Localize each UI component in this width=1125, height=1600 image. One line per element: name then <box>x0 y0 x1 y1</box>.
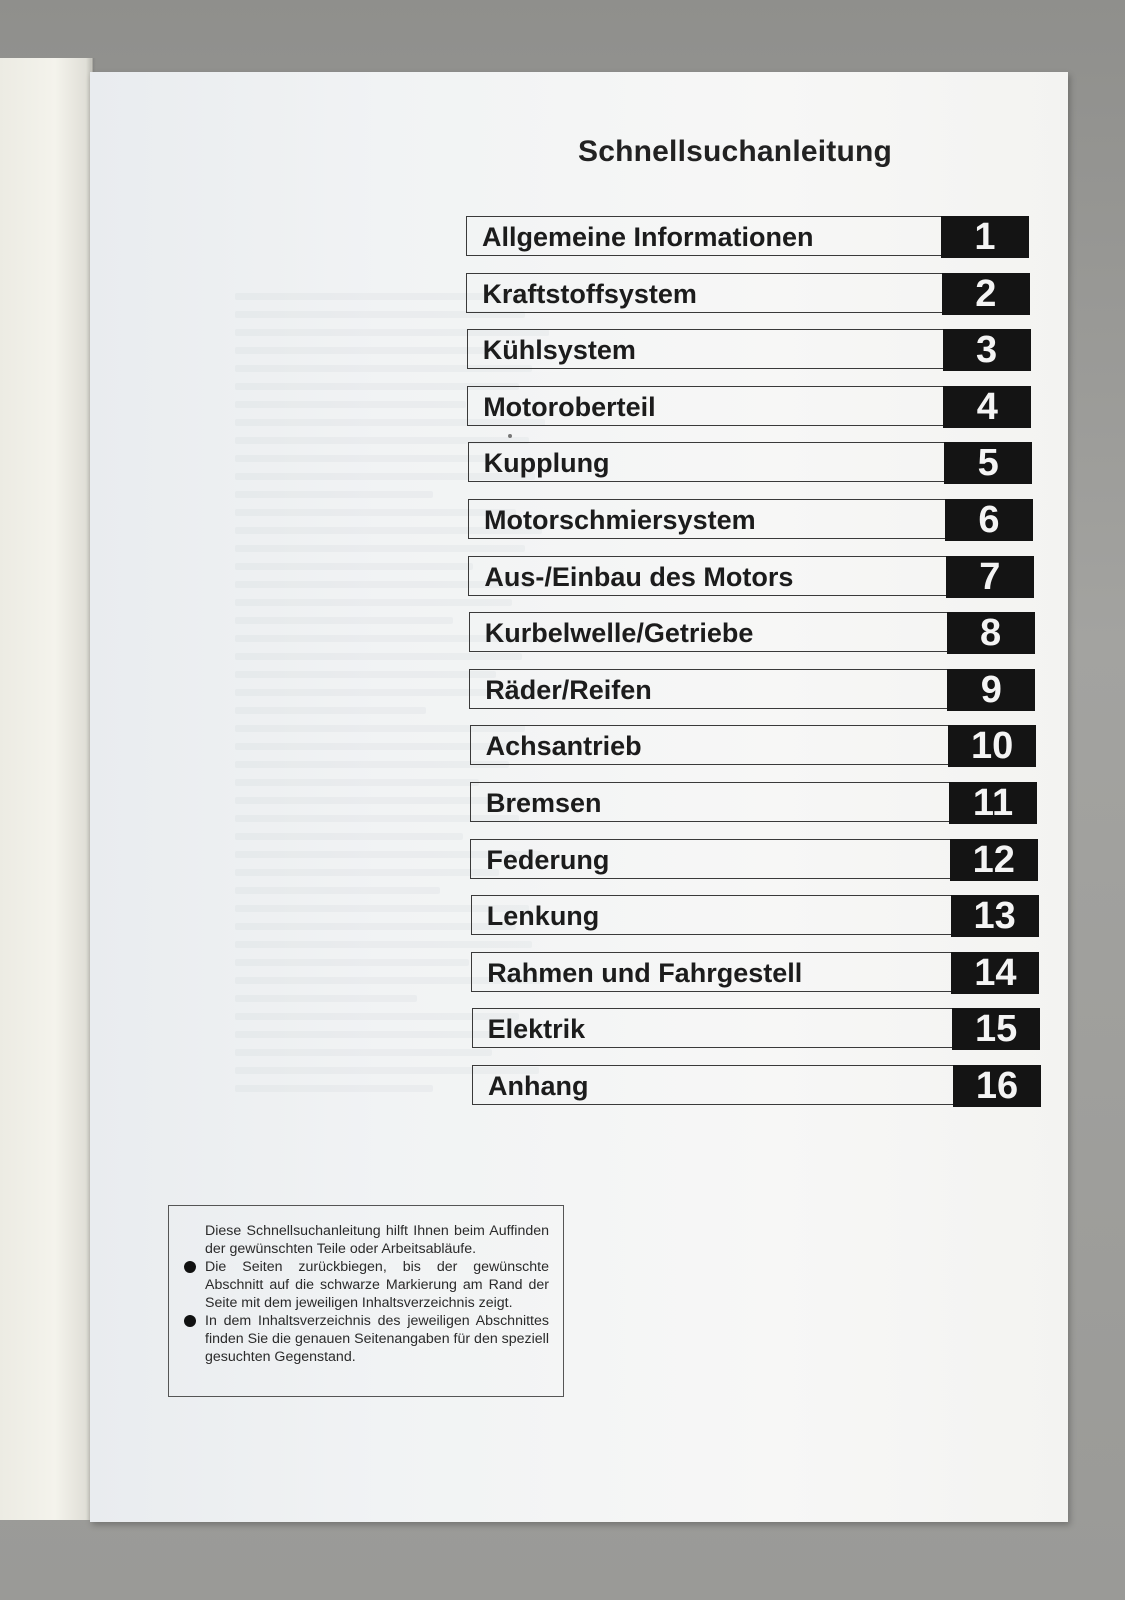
left-page-edge <box>0 58 93 1520</box>
section-number-marker: 8 <box>947 612 1035 654</box>
section-tab-label: Bremsen <box>486 788 602 818</box>
section-tab-frame <box>472 1065 953 1105</box>
note-bullet-text: Die Seiten zurückbiegen, bis der gewünschte Abschnitt auf die schwarze Markierung am Rand der Seite mit dem jeweiligen Inhaltsverzeichnis zeigt. <box>205 1259 549 1311</box>
section-tab-label: Lenkung <box>486 901 600 932</box>
note-intro-text: Diese Schnellsuchanleitung hilft Ihnen beim Auffinden der gewünschten Teile oder Arbeitsabläufe. <box>205 1223 549 1257</box>
section-tab-frame <box>470 839 949 879</box>
section-tab-frame <box>470 782 949 822</box>
section-tab[interactable] <box>471 895 1039 937</box>
show-through-line <box>235 707 426 714</box>
section-tab-label: Räder/Reifen <box>485 674 652 705</box>
dust-speck <box>508 434 512 438</box>
section-tab-label: Achsantrieb <box>485 731 642 762</box>
show-through-line <box>235 869 499 876</box>
section-tab-frame <box>467 329 943 369</box>
section-tab-label: Motoroberteil <box>483 391 656 422</box>
section-number-marker: 5 <box>944 442 1032 484</box>
section-tab-label: Rahmen und Fahrgestell <box>487 957 803 988</box>
section-tab-label: Kühlsystem <box>482 335 636 366</box>
section-tab[interactable] <box>468 556 1033 598</box>
section-tab[interactable] <box>467 329 1031 371</box>
show-through-line <box>235 671 496 678</box>
section-tab[interactable] <box>472 1065 1041 1107</box>
show-through-line <box>235 563 473 570</box>
show-through-line <box>235 617 453 624</box>
bullet-dot-icon <box>184 1315 196 1327</box>
section-tab[interactable] <box>471 952 1039 994</box>
section-tab[interactable] <box>468 442 1033 484</box>
section-tab[interactable] <box>472 1008 1041 1050</box>
show-through-line <box>235 887 440 894</box>
section-tab-label: Aus-/Einbau des Motors <box>484 561 794 592</box>
section-number-marker: 13 <box>951 895 1039 937</box>
section-tab-frame <box>471 895 951 935</box>
section-tab-label: Allgemeine Informationen <box>482 222 814 252</box>
section-tab-frame <box>466 216 941 256</box>
section-tab-label: Kurbelwelle/Getriebe <box>484 618 754 649</box>
show-through-line <box>235 545 525 552</box>
show-through-line <box>235 959 469 966</box>
section-tab[interactable] <box>466 273 1029 315</box>
section-tab[interactable] <box>467 386 1031 428</box>
section-number-marker: 9 <box>947 669 1035 711</box>
note-bullet-item <box>205 1312 549 1366</box>
show-through-line <box>235 779 479 786</box>
section-tab-frame <box>466 273 941 313</box>
show-through-line <box>235 347 499 354</box>
section-tab[interactable] <box>466 216 1029 258</box>
section-tab-frame <box>469 612 947 652</box>
note-bullet-item <box>205 1258 549 1312</box>
section-tab-label: Elektrik <box>487 1014 586 1045</box>
section-number-marker: 3 <box>943 329 1031 371</box>
show-through-line <box>235 401 466 408</box>
show-through-line <box>235 1049 492 1056</box>
section-number-marker: 2 <box>942 273 1030 315</box>
section-tab-label: Kraftstoffsystem <box>482 278 697 309</box>
note-bullet-list <box>183 1258 549 1366</box>
section-number-marker: 1 <box>941 216 1029 258</box>
show-through-line <box>235 491 433 498</box>
section-tab[interactable] <box>469 669 1035 711</box>
section-number-marker: 16 <box>953 1065 1041 1107</box>
section-number-marker: 15 <box>952 1008 1040 1050</box>
section-tab-label: Federung <box>486 844 610 875</box>
show-through-line <box>235 941 532 948</box>
section-number-marker: 11 <box>949 782 1037 824</box>
section-tab-label: Motorschmiersystem <box>484 505 756 535</box>
show-through-line <box>235 833 463 840</box>
section-tab[interactable] <box>470 839 1037 881</box>
section-tab-frame <box>470 725 949 765</box>
section-tab-frame <box>468 556 945 596</box>
section-tab[interactable] <box>470 725 1037 767</box>
show-through-line <box>235 455 489 462</box>
section-number-marker: 12 <box>950 839 1038 881</box>
show-through-line <box>235 1085 433 1092</box>
show-through-line <box>235 995 417 1002</box>
section-tab-frame <box>467 386 943 426</box>
show-through-line <box>235 599 512 606</box>
section-number-marker: 14 <box>951 952 1039 994</box>
instruction-note-box <box>168 1205 564 1397</box>
section-tab-frame <box>468 499 945 539</box>
bullet-dot-icon <box>184 1261 196 1273</box>
section-tab-frame <box>469 669 947 709</box>
section-tab-label: Kupplung <box>483 448 610 479</box>
section-tab[interactable] <box>469 612 1035 654</box>
page-title: Schnellsuchanleitung <box>578 135 893 168</box>
section-number-marker: 4 <box>943 386 1031 428</box>
section-number-marker: 7 <box>946 556 1034 598</box>
show-through-line <box>235 761 509 768</box>
section-tab[interactable] <box>470 782 1037 824</box>
section-tab[interactable] <box>468 499 1033 541</box>
section-tab-label: Anhang <box>488 1071 589 1101</box>
section-tab-frame <box>468 442 945 482</box>
section-tab-frame <box>471 952 951 992</box>
section-tab-frame <box>472 1008 953 1048</box>
note-bullet-text: In dem Inhaltsverzeichnis des jeweiligen Abschnittes finden Sie die genauen Seitenangaben für den speziell gesuchten Gegenstand. <box>205 1313 549 1365</box>
section-number-marker: 6 <box>945 499 1033 541</box>
section-number-marker: 10 <box>948 725 1036 767</box>
